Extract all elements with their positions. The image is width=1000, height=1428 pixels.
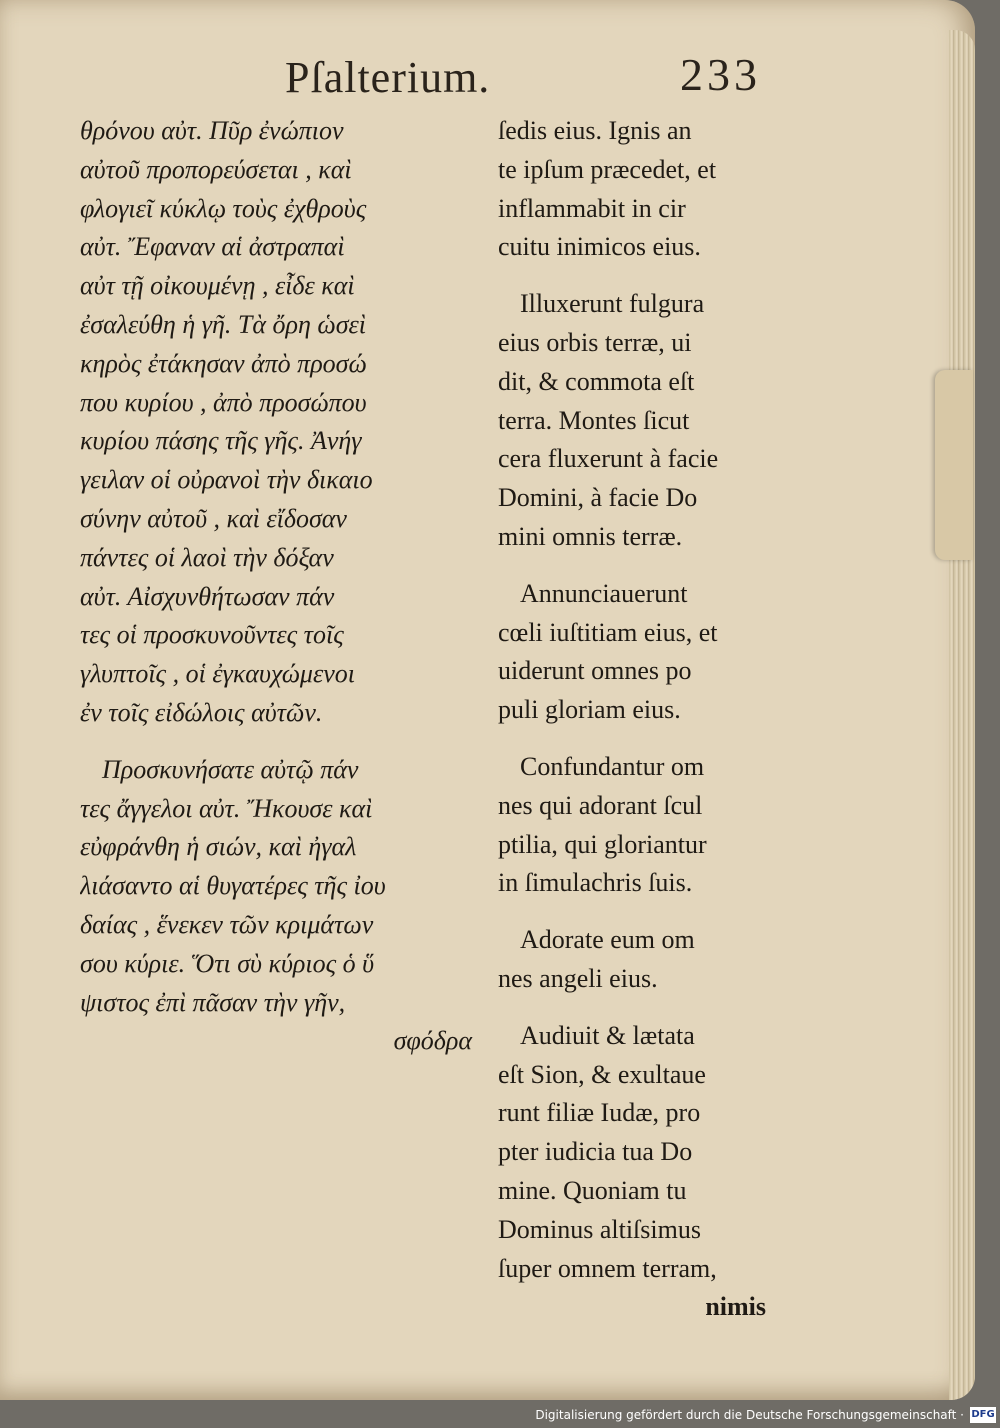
greek-catchword: σφόδρα xyxy=(393,1026,472,1056)
greek-text-line: σύνην αὐτοῦ , καὶ εἴδοσαν xyxy=(80,503,347,533)
greek-text-line: γλυπτοῖς , οἱ ἐγκαυχώμενοι xyxy=(80,659,355,689)
latin-text-line: Illuxerunt fulgura xyxy=(520,289,705,319)
digitization-footer xyxy=(0,1400,1000,1428)
latin-paragraph-gap xyxy=(498,999,788,1017)
latin-text-line: mine. Quoniam tu xyxy=(498,1175,687,1205)
latin-text-line: Domini, à facie Do xyxy=(498,483,698,513)
latin-text-line: Dominus altiſsimus xyxy=(498,1214,701,1244)
latin-paragraph-gap xyxy=(498,267,788,285)
latin-paragraph-gap xyxy=(498,730,788,748)
latin-text-line: inflammabit in cir xyxy=(498,193,686,223)
greek-text-line: σου κύριε. Ὅτι σὺ κύριος ὁ ὕ xyxy=(80,948,375,978)
latin-column xyxy=(498,112,788,1327)
latin-text-line: in ſimulachris ſuis. xyxy=(498,868,693,898)
latin-text-line: Annunciauerunt xyxy=(520,578,688,608)
greek-text-line: τες οἱ προσκυνοῦντες τοῖς xyxy=(80,620,344,650)
greek-text-line: αὐτ. Αἰσχυνθήτωσαν πάν xyxy=(80,581,335,611)
latin-text-line: te ipſum præcedet, et xyxy=(498,154,717,184)
latin-text-line: nes angeli eius. xyxy=(498,963,658,993)
greek-text-line: ἐσαλεύθη ἡ γῆ. Τὰ ὄρη ὡσεὶ xyxy=(80,309,366,339)
page-edge xyxy=(949,30,975,1400)
greek-text-line: εὐφράνθη ἡ σιών, καὶ ἠγαλ xyxy=(80,832,357,862)
greek-text-line: πάντες οἱ λαοὶ τὴν δόξαν xyxy=(80,542,334,572)
greek-text-line: αὐτ. Ἔφαναν αἱ ἀστραπαὶ xyxy=(80,232,345,262)
greek-text-line: ἐν τοῖς εἰδώλοις αὐτῶν. xyxy=(80,697,323,727)
page-number: 233 xyxy=(680,49,761,100)
latin-paragraph-gap xyxy=(498,557,788,575)
footer-credit: Digitalisierung gefördert durch die Deutsche Forschungsgemeinschaft · xyxy=(535,1408,964,1422)
latin-text-line: terra. Montes ſicut xyxy=(498,405,690,435)
latin-text-line: Confundantur om xyxy=(520,751,705,781)
latin-text-line: mini omnis terræ. xyxy=(498,521,683,551)
latin-text-line: pter iudicia tua Do xyxy=(498,1137,693,1167)
running-title: Pſalterium. xyxy=(285,53,491,102)
latin-text-line: uiderunt omnes po xyxy=(498,656,692,686)
greek-text-line: δαίας , ἕνεκεν τῶν κριμάτων xyxy=(80,909,374,939)
greek-text-line: κυρίου πάσης τῆς γῆς. Ἀνήγ xyxy=(80,426,362,456)
greek-text-line: τες ἄγγελοι αὐτ. Ἤκουσε καὶ xyxy=(80,793,373,823)
greek-text-line: Προσκυνήσατε αὐτῷ πάν xyxy=(102,754,359,784)
latin-text-line: eſt Sion, & exultaue xyxy=(498,1059,706,1089)
latin-text-line: Adorate eum om xyxy=(520,925,695,955)
page-header xyxy=(0,49,975,112)
dfg-logo: DFG xyxy=(970,1407,996,1423)
greek-text-line: αὐτοῦ προπορεύσεται , καὶ xyxy=(80,154,352,184)
latin-text-line: cuitu inimicos eius. xyxy=(498,232,701,262)
greek-text-line: γειλαν οἱ οὐρανοὶ τὴν δικαιο xyxy=(80,465,373,495)
greek-text-line: αὐτ τῇ οἰκουμένῃ , εἶδε καὶ xyxy=(80,271,355,301)
latin-catchword: nimis xyxy=(705,1292,766,1322)
greek-paragraph-gap xyxy=(80,733,490,751)
latin-text-line: ſedis eius. Ignis an xyxy=(498,116,692,145)
greek-text-line: κηρὸς ἐτάκησαν ἀπὸ προσώ xyxy=(80,348,367,378)
greek-text-line: θρόνου αὐτ. Πῦρ ἐνώπιον xyxy=(80,116,344,145)
latin-text-line: ſuper omnem terram, xyxy=(498,1253,717,1283)
greek-text-line: λιάσαντο αἱ θυγατέρες τῆς ἰου xyxy=(80,871,386,901)
greek-text-line: που κυρίου , ἀπὸ προσώπου xyxy=(80,387,367,417)
latin-text-line: runt filiæ Iudæ, pro xyxy=(498,1098,701,1128)
latin-text-line: dit, & commota eſt xyxy=(498,366,695,396)
greek-text-line: φλογιεῖ κύκλῳ τοὺς ἐχθροὺς xyxy=(80,193,367,223)
latin-text-line: puli gloriam eius. xyxy=(498,695,681,725)
thumb-tab xyxy=(935,370,973,560)
latin-text-line: ptilia, qui gloriantur xyxy=(498,829,707,859)
latin-text-line: nes qui adorant ſcul xyxy=(498,790,703,820)
latin-text-line: cœli iuſtitiam eius, et xyxy=(498,617,718,647)
latin-text-line: cera fluxerunt à facie xyxy=(498,444,719,474)
greek-column xyxy=(80,112,490,1061)
latin-paragraph-gap xyxy=(498,903,788,921)
latin-text-line: eius orbis terræ, ui xyxy=(498,327,692,357)
latin-text-line: Audiuit & lætata xyxy=(520,1020,695,1050)
greek-text-line: ψιστος ἐπὶ πᾶσαν τὴν γῆν, xyxy=(80,987,346,1017)
